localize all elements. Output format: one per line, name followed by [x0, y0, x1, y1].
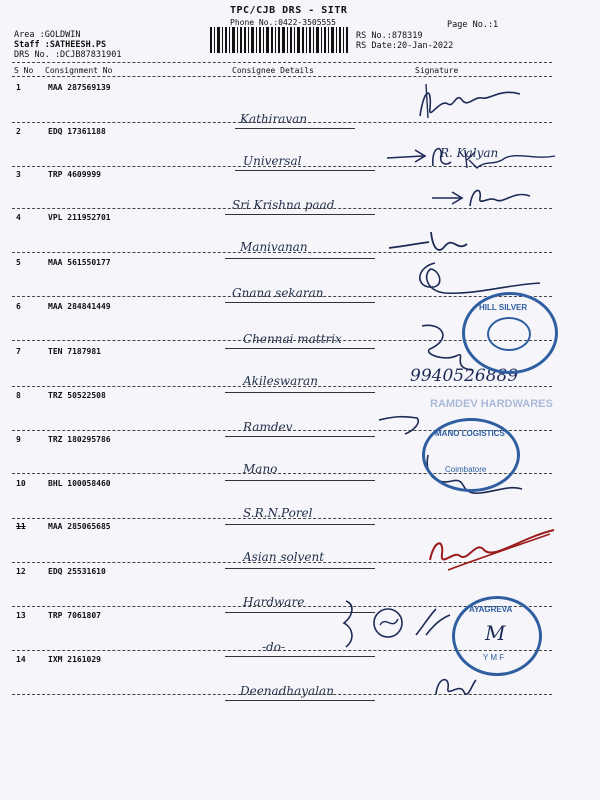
row-consignee: -do- — [262, 640, 286, 654]
row-consignment: IXM 2161029 — [48, 655, 101, 664]
row-consignee: Gnana sekaran — [232, 286, 324, 300]
signature-underline — [225, 436, 375, 437]
row-sno: 14 — [16, 655, 26, 664]
ayagreva-stamp — [452, 596, 542, 676]
signature-scribble — [420, 520, 560, 580]
signature-scribble — [375, 400, 435, 440]
row-consignee: Ramdev — [243, 420, 293, 434]
row-consignee: Universal — [243, 154, 302, 168]
stamp-subtext: Y M F — [483, 653, 505, 662]
row-consignment: MAA 284841449 — [48, 302, 111, 311]
signature-scribble — [430, 178, 540, 214]
drs-number-field: DRS No. :DCJB87831901 — [14, 50, 122, 60]
header-divider — [12, 62, 552, 63]
signature-underline — [225, 656, 375, 657]
signature-scribble — [340, 595, 460, 655]
row-consignee: Deenadhayalan — [240, 684, 334, 698]
signature-scribble — [410, 78, 530, 128]
stamp-initial: M — [485, 621, 506, 645]
row-consignment: VPL 211952701 — [48, 213, 111, 222]
stamp-text: AYAGREVA — [469, 605, 513, 614]
signature-underline — [225, 392, 375, 393]
row-divider — [12, 518, 552, 519]
row-consignment: MAA 561550177 — [48, 258, 111, 267]
row-consignment: TEN 7187981 — [48, 347, 101, 356]
row-consignment: TRZ 50522508 — [48, 391, 106, 400]
signature-underline — [225, 524, 375, 525]
row-sno: 3 — [16, 170, 21, 179]
area-field: Area :GOLDWIN — [14, 30, 81, 40]
row-sno: 10 — [16, 479, 26, 488]
column-header-divider — [12, 76, 552, 77]
row-consignment: MAA 287569139 — [48, 83, 111, 92]
signature-underline — [225, 700, 375, 701]
signature-underline — [235, 170, 375, 171]
row-sno: 2 — [16, 127, 21, 136]
column-header-signature: Signature — [415, 66, 459, 75]
phone-number: Phone No.:0422-3505555 — [230, 18, 336, 27]
handwritten-phone: 9940526889 — [410, 366, 519, 386]
column-header-consignment: Consignment No — [45, 66, 113, 75]
row-consignment: TRZ 180295786 — [48, 435, 111, 444]
ramdev-stamp-text: RAMDEV HARDWARES — [430, 398, 553, 410]
row-consignee: Akileswaran — [243, 374, 318, 388]
row-consignee: S.R.N.Porel — [243, 506, 313, 520]
stamp-subtext: Coimbatore — [445, 465, 487, 474]
signature-underline — [225, 258, 375, 259]
stamp-text: MANO LOGISTICS — [435, 429, 505, 438]
row-consignment: EDQ 17361188 — [48, 127, 106, 136]
row-consignment: TRP 7061807 — [48, 611, 101, 620]
row-consignee: Kathiravan — [240, 112, 308, 126]
rs-date-field: RS Date:20-Jan-2022 — [356, 41, 454, 51]
row-consignee: Mano — [243, 462, 278, 476]
signature-text: R. Kalyan — [440, 146, 499, 160]
row-sno: 11 — [16, 522, 26, 531]
row-consignee: Manivanan — [240, 240, 308, 254]
mano-logistics-stamp — [422, 418, 520, 492]
column-header-consignee: Consignee Details — [232, 66, 314, 75]
row-sno: 12 — [16, 567, 26, 576]
page-number: Page No.:1 — [447, 20, 499, 30]
rs-number-field: RS No.:878319 — [356, 31, 423, 41]
row-sno: 9 — [16, 435, 21, 444]
row-consignment: BHL 100058460 — [48, 479, 111, 488]
signature-scribble — [430, 670, 480, 704]
row-consignment: TRP 4609999 — [48, 170, 101, 179]
row-consignee: Hardware — [243, 595, 305, 609]
signature-underline — [235, 128, 355, 129]
row-consignee: Asian solvent — [243, 550, 325, 564]
row-consignment: MAA 285065685 — [48, 522, 111, 531]
column-header-sno: S No — [14, 66, 34, 75]
row-consignee: Sri Krishna paad — [232, 198, 335, 212]
row-sno: 7 — [16, 347, 21, 356]
signature-underline — [225, 480, 375, 481]
row-consignment: EDQ 25531610 — [48, 567, 106, 576]
row-consignee: Chennai mattrix — [243, 332, 342, 346]
stamp-text: HILL SILVER — [479, 303, 528, 312]
signature-underline — [225, 302, 375, 303]
row-divider — [12, 386, 552, 387]
document-title: TPC/CJB DRS - SITR — [230, 5, 348, 16]
row-sno: 8 — [16, 391, 21, 400]
signature-underline — [225, 214, 375, 215]
signature-underline — [225, 348, 375, 349]
staff-field: Staff :SATHEESH.PS — [14, 40, 107, 50]
signature-underline — [225, 568, 375, 569]
row-sno: 6 — [16, 302, 21, 311]
row-sno: 4 — [16, 213, 21, 222]
row-sno: 5 — [16, 258, 21, 267]
row-sno: 1 — [16, 83, 21, 92]
row-sno: 13 — [16, 611, 26, 620]
hill-silver-stamp — [462, 292, 558, 374]
